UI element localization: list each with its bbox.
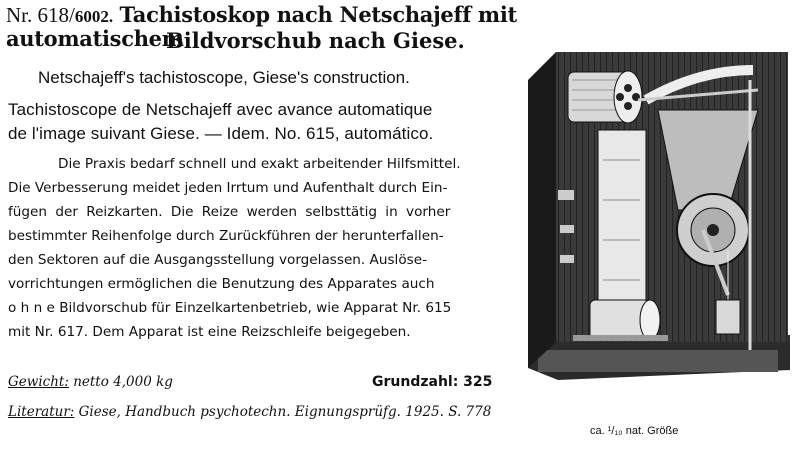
- title-line-1: Tachistoskop nach Netschajeff mit automatischem: [6, 2, 517, 51]
- paragraph-line: vorrichtungen ermöglichen die Benutzung des Apparates auch: [8, 276, 435, 292]
- paragraph-line: o h n e Bildvorschub für Einzelkartenbetrieb, wie Apparat Nr. 615: [8, 300, 452, 316]
- paragraph-line: den Sektoren auf die Ausgangsstellung vorgelassen. Auslöse-: [8, 252, 428, 268]
- literature-label: Literatur:: [8, 404, 75, 420]
- french-description-line-1: Tachistoscope de Netschajeff avec avance automatique: [8, 100, 433, 119]
- tachistoscope-illustration: [528, 50, 790, 395]
- weight-line: [8, 374, 173, 390]
- paragraph-line: Die Verbesserung meidet jeden Irrtum und Aufenthalt durch Ein-: [8, 180, 448, 196]
- grundzahl: Grundzahl: 325: [372, 374, 493, 390]
- literature-value: Giese, Handbuch psychotechn. Eignungsprüfg. 1925. S. 778: [78, 404, 492, 420]
- french-description-line-2: de l'image suivant Giese. — Idem. No. 615, automático.: [8, 124, 434, 143]
- paragraph-line: Die Praxis bedarf schnell und exakt arbeitender Hilfsmittel.: [58, 156, 461, 172]
- title-line-2: Bildvorschub nach Giese.: [166, 28, 465, 53]
- paragraph-line: fügen der Reizkarten. Die Reize werden selbsttätig in vorher: [8, 204, 451, 220]
- paragraph-line: mit Nr. 617. Dem Apparat ist eine Reizschleife beigegeben.: [8, 324, 411, 340]
- english-description: Netschajeff's tachistoscope, Giese's construction.: [38, 68, 410, 87]
- figure-caption: ca. ¹/₁₀ nat. Größe: [590, 425, 679, 437]
- weight-label: Gewicht:: [8, 374, 69, 390]
- catalog-sub-number: 6002.: [74, 7, 114, 26]
- weight-value: netto 4,000 kg: [73, 374, 173, 390]
- catalog-number: Nr. 618/: [6, 3, 75, 27]
- literature-line: [8, 404, 491, 420]
- paragraph-line: bestimmter Reihenfolge durch Zurückführen der herunterfallen-: [8, 228, 444, 244]
